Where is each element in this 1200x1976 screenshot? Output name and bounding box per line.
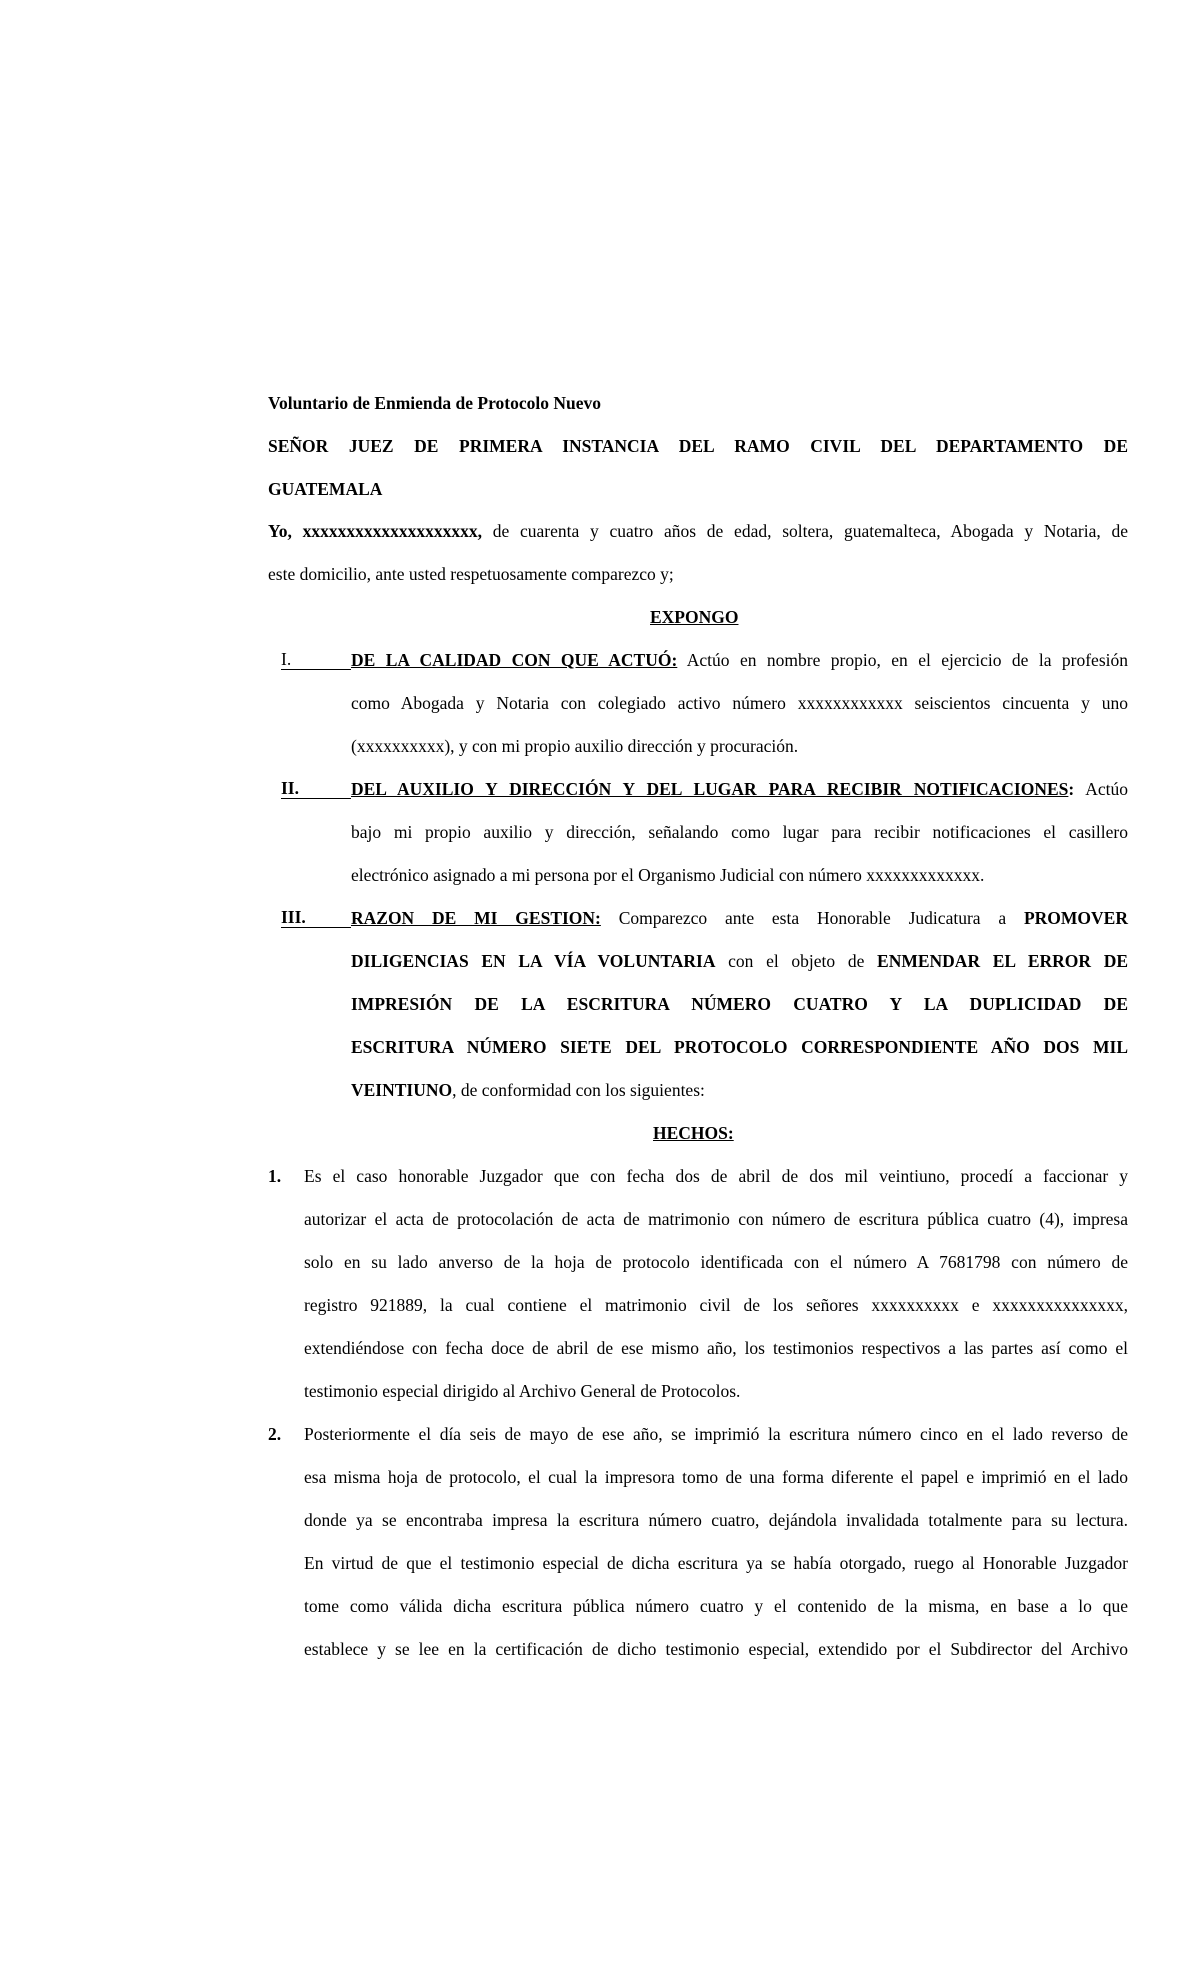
section-3-line-5-bold: VEINTIUNO bbox=[351, 1080, 453, 1100]
section-1-line-1-text: Actúo en nombre propio, en el ejercicio de la profesión bbox=[677, 650, 1128, 670]
section-2-line-1 bbox=[351, 778, 1128, 800]
section-3-heading: RAZON DE MI GESTION: bbox=[351, 908, 601, 928]
fact-1-line-4: registro 921889, la cual contiene el matrimonio civil de los señores xxxxxxxxxx e xxxxxxxxxxxxxxx, bbox=[304, 1295, 1128, 1315]
fact-2-line-3: donde ya se encontraba impresa la escritura número cuatro, dejándola invalidada totalmente para su lectura. bbox=[304, 1510, 1128, 1530]
section-3-line-1-text: Comparezco ante esta Honorable Judicatura a bbox=[600, 908, 1024, 928]
fact-1-line-2: autorizar el acta de protocolación de acta de matrimonio con número de escritura pública cuatro (4), impresa bbox=[304, 1209, 1128, 1229]
intro-line-2: este domicilio, ante usted respetuosamente comparezco y; bbox=[268, 564, 674, 584]
fact-2-line-2: esa misma hoja de protocolo, el cual la impresora tomo de una forma diferente el papel e imprimió en el lado bbox=[304, 1467, 1128, 1487]
heading-expongo: EXPONGO bbox=[650, 607, 739, 627]
fact-1-line-3: solo en su lado anverso de la hoja de protocolo identificada con el número A 7681798 con número de bbox=[304, 1252, 1128, 1272]
fact-1-line-6: testimonio especial dirigido al Archivo General de Protocolos. bbox=[304, 1381, 741, 1401]
section-3-line-1-bold: PROMOVER bbox=[1023, 908, 1128, 928]
intro-name: Yo, xxxxxxxxxxxxxxxxxxxx, bbox=[268, 521, 482, 541]
section-1-numeral: I. bbox=[281, 649, 351, 670]
section-3-line-2 bbox=[351, 950, 1128, 972]
section-3-line-1 bbox=[351, 907, 1128, 929]
intro-line-1 bbox=[268, 520, 1128, 542]
document-title: Voluntario de Enmienda de Protocolo Nuevo bbox=[268, 393, 602, 413]
intro-line-1-text: de cuarenta y cuatro años de edad, soltera, guatemalteca, Abogada y Notaria, de bbox=[481, 521, 1128, 541]
section-3-line-2-mid: con el objeto de bbox=[715, 951, 878, 971]
heading-hechos: HECHOS: bbox=[653, 1123, 734, 1143]
fact-2-line-4: En virtud de que el testimonio especial de dicha escritura ya se había otorgado, ruego al Honorable Juzgador bbox=[304, 1553, 1128, 1573]
section-1-heading: DE LA CALIDAD CON QUE ACTUÓ: bbox=[351, 650, 678, 670]
section-2-line-1-text: Actúo bbox=[1074, 779, 1128, 799]
section-2-heading: DEL AUXILIO Y DIRECCIÓN Y DEL LUGAR PARA RECIBIR NOTIFICACIONES bbox=[351, 779, 1069, 799]
section-1-line-3: (xxxxxxxxxx), y con mi propio auxilio dirección y procuración. bbox=[351, 736, 799, 756]
section-3-line-5 bbox=[351, 1079, 705, 1101]
section-2-colon: : bbox=[1068, 779, 1075, 799]
section-3-line-3: IMPRESIÓN DE LA ESCRITURA NÚMERO CUATRO Y LA DUPLICIDAD DE bbox=[351, 994, 1128, 1014]
fact-1-line-1: Es el caso honorable Juzgador que con fecha dos de abril de dos mil veintiuno, procedí a faccionar y bbox=[304, 1166, 1128, 1186]
fact-2-line-5: tome como válida dicha escritura pública número cuatro y el contenido de la misma, en base a lo que bbox=[304, 1596, 1128, 1616]
fact-1-line-5: extendiéndose con fecha doce de abril de ese mismo año, los testimonios respectivos a las partes así como el bbox=[304, 1338, 1128, 1358]
fact-2-line-6: establece y se lee en la certificación de dicho testimonio especial, extendido por el Subdirector del Archivo bbox=[304, 1639, 1128, 1659]
section-3-line-2-bold-b: ENMENDAR EL ERROR DE bbox=[877, 951, 1129, 971]
section-2-numeral: II. bbox=[281, 778, 351, 799]
addressee-line-2: GUATEMALA bbox=[268, 479, 383, 499]
section-3-line-2-bold-a: DILIGENCIAS EN LA VÍA VOLUNTARIA bbox=[351, 951, 716, 971]
section-2-line-3: electrónico asignado a mi persona por el Organismo Judicial con número xxxxxxxxxxxxx. bbox=[351, 865, 985, 885]
fact-1-number: 1. bbox=[268, 1166, 282, 1186]
fact-2-number: 2. bbox=[268, 1424, 282, 1444]
section-2-line-2: bajo mi propio auxilio y dirección, señalando como lugar para recibir notificaciones el casillero bbox=[351, 822, 1128, 842]
section-3-line-5-text: , de conformidad con los siguientes: bbox=[452, 1080, 705, 1100]
section-3-numeral: III. bbox=[281, 907, 351, 928]
fact-2-line-1: Posteriormente el día seis de mayo de ese año, se imprimió la escritura número cinco en el lado reverso de bbox=[304, 1424, 1128, 1444]
addressee-line-1: SEÑOR JUEZ DE PRIMERA INSTANCIA DEL RAMO CIVIL DEL DEPARTAMENTO DE bbox=[268, 436, 1128, 456]
section-1-line-2: como Abogada y Notaria con colegiado activo número xxxxxxxxxxxx seiscientos cincuenta y uno bbox=[351, 693, 1128, 713]
section-3-line-4: ESCRITURA NÚMERO SIETE DEL PROTOCOLO CORRESPONDIENTE AÑO DOS MIL bbox=[351, 1037, 1128, 1057]
section-1-line-1 bbox=[351, 649, 1128, 671]
